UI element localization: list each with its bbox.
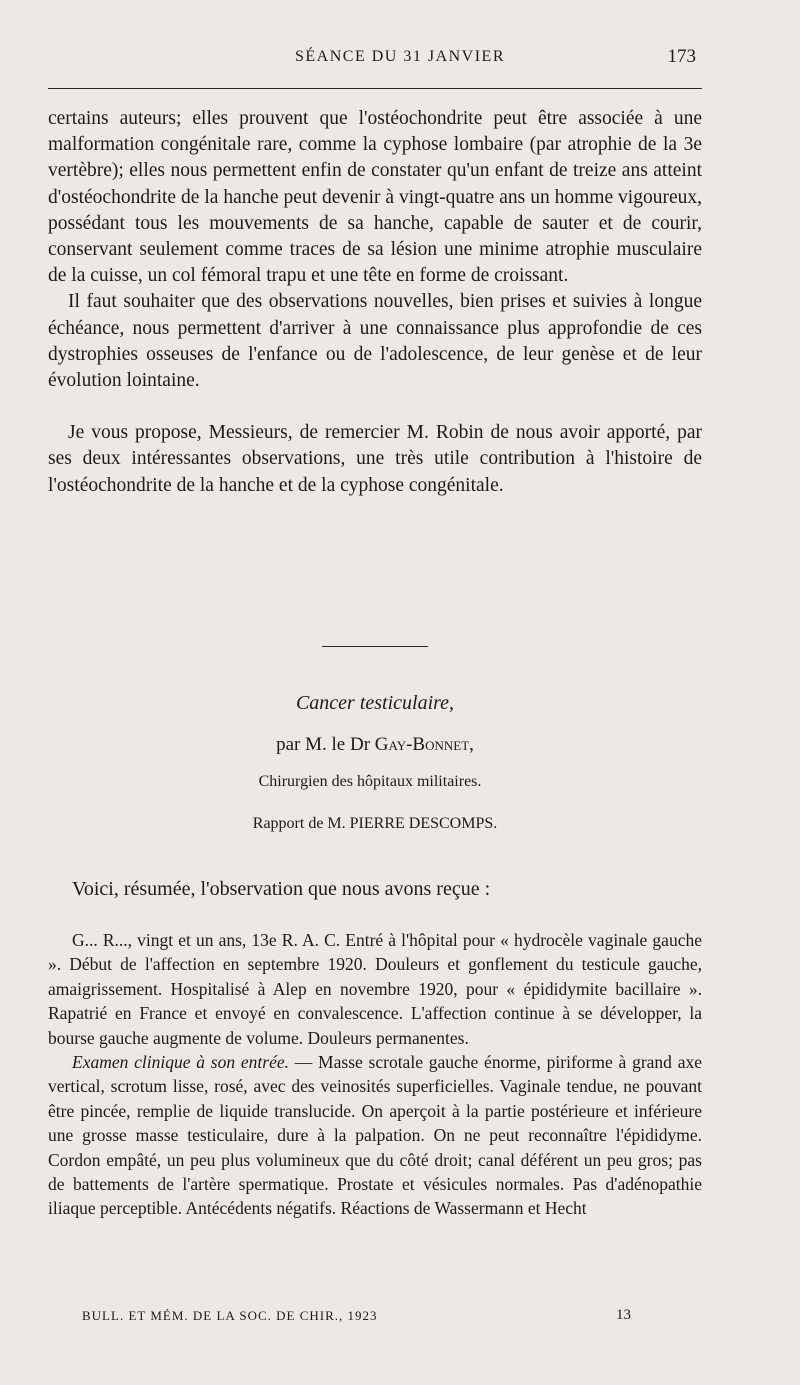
paragraph-observations: Il faut souhaiter que des observations nouvelles, bien prises et suivies à longue échéance, nous permettent d'arriver à une connaissance plus approfondie de ces dystrophies osseuses de l'enfance ou de l'adolescence, de leur genèse et de leur évolution lointaine. [48, 291, 702, 392]
footer-journal: BULL. ET MÉM. DE LA SOC. DE CHIR., 1923 [82, 1308, 378, 1323]
author-name: Gay-Bonnet, [374, 734, 474, 755]
paragraph-intro: Voici, résumée, l'observation que nous avons reçue : [72, 878, 491, 900]
header-rule [48, 88, 702, 89]
body-text-bottom [48, 876, 702, 1221]
author-role: Chirurgien des hôpitaux militaires. [258, 773, 482, 790]
paragraph-continuation: certains auteurs; elles prouvent que l'ostéochondrite peut être associée à une malformation congénitale rare, comme la cyphose lombaire (par atrophie de la 3e vertèbre); elles nous permettent enfin de constater qu'un enfant de treize ans atteint d'ostéochondrite de la hanche peut devenir à vingt-quatre ans un homme vigoureux, possédant tous les mouvements de sa hanche, capable de sauter et de courir, conservant seulement comme traces de sa lésion une minime atrophie musculaire de la cuisse, un col fémoral trapu et une tête en forme de croissant. [48, 108, 702, 287]
exam-text: — Masse scrotale gauche énorme, piriforme à grand axe vertical, scrotum lisse, rosé, avec des veinosités superficielles. Vaginale tendue, ne pouvant être pincée, remplie de liquide translucide. On aperçoit à la partie postérieure et inférieure une grosse masse testiculaire, dure à la palpation. On ne peut reconnaître l'épididyme. Cordon empâté, un peu plus volumineux que du côté droit; canal déférent un peu gros; pas de battements de l'artère spermatique. Prostate et vésicules normales. Pas d'adénopathie iliaque perceptible. Antécédents négatifs. Réactions de Wassermann et Hecht [48, 1052, 702, 1219]
body-text-top [48, 106, 702, 499]
page-footer [0, 1308, 800, 1328]
page-number: 173 [667, 46, 696, 67]
exam-label: Examen clinique à son entrée. [72, 1052, 289, 1073]
paragraph-clinical-exam [48, 1050, 702, 1221]
report-by: Rapport de M. PIERRE DESCOMPS. [252, 815, 498, 832]
section-divider [322, 646, 428, 647]
article-author [0, 734, 750, 756]
footer-signature: 13 [616, 1307, 631, 1323]
running-header [0, 44, 800, 74]
running-title: SÉANCE DU 31 JANVIER [295, 48, 505, 65]
paragraph-conclusion: Je vous propose, Messieurs, de remercier M. Robin de nous avoir apporté, par ses deux intéressantes observations, une très utile contribution à l'histoire de l'ostéochondrite de la hanche et de la cyphose congénitale. [48, 422, 702, 496]
article-title: Cancer testiculaire, [295, 692, 455, 714]
author-prefix: par M. le Dr [276, 734, 375, 755]
paragraph-case-history: G... R..., vingt et un ans, 13e R. A. C. Entré à l'hôpital pour « hydrocèle vaginale gauche ». Début de l'affection en septembre 1920. Douleurs et gonflement du testicule gauche, amaigrissement. Hospitalisé à Alep en novembre 1920, pour « épididymite bacillaire ». Rapatrié en France et envoyé en convalescence. L'affection continue à se développer, la bourse gauche augmente de volume. Douleurs permanentes. [48, 930, 702, 1048]
